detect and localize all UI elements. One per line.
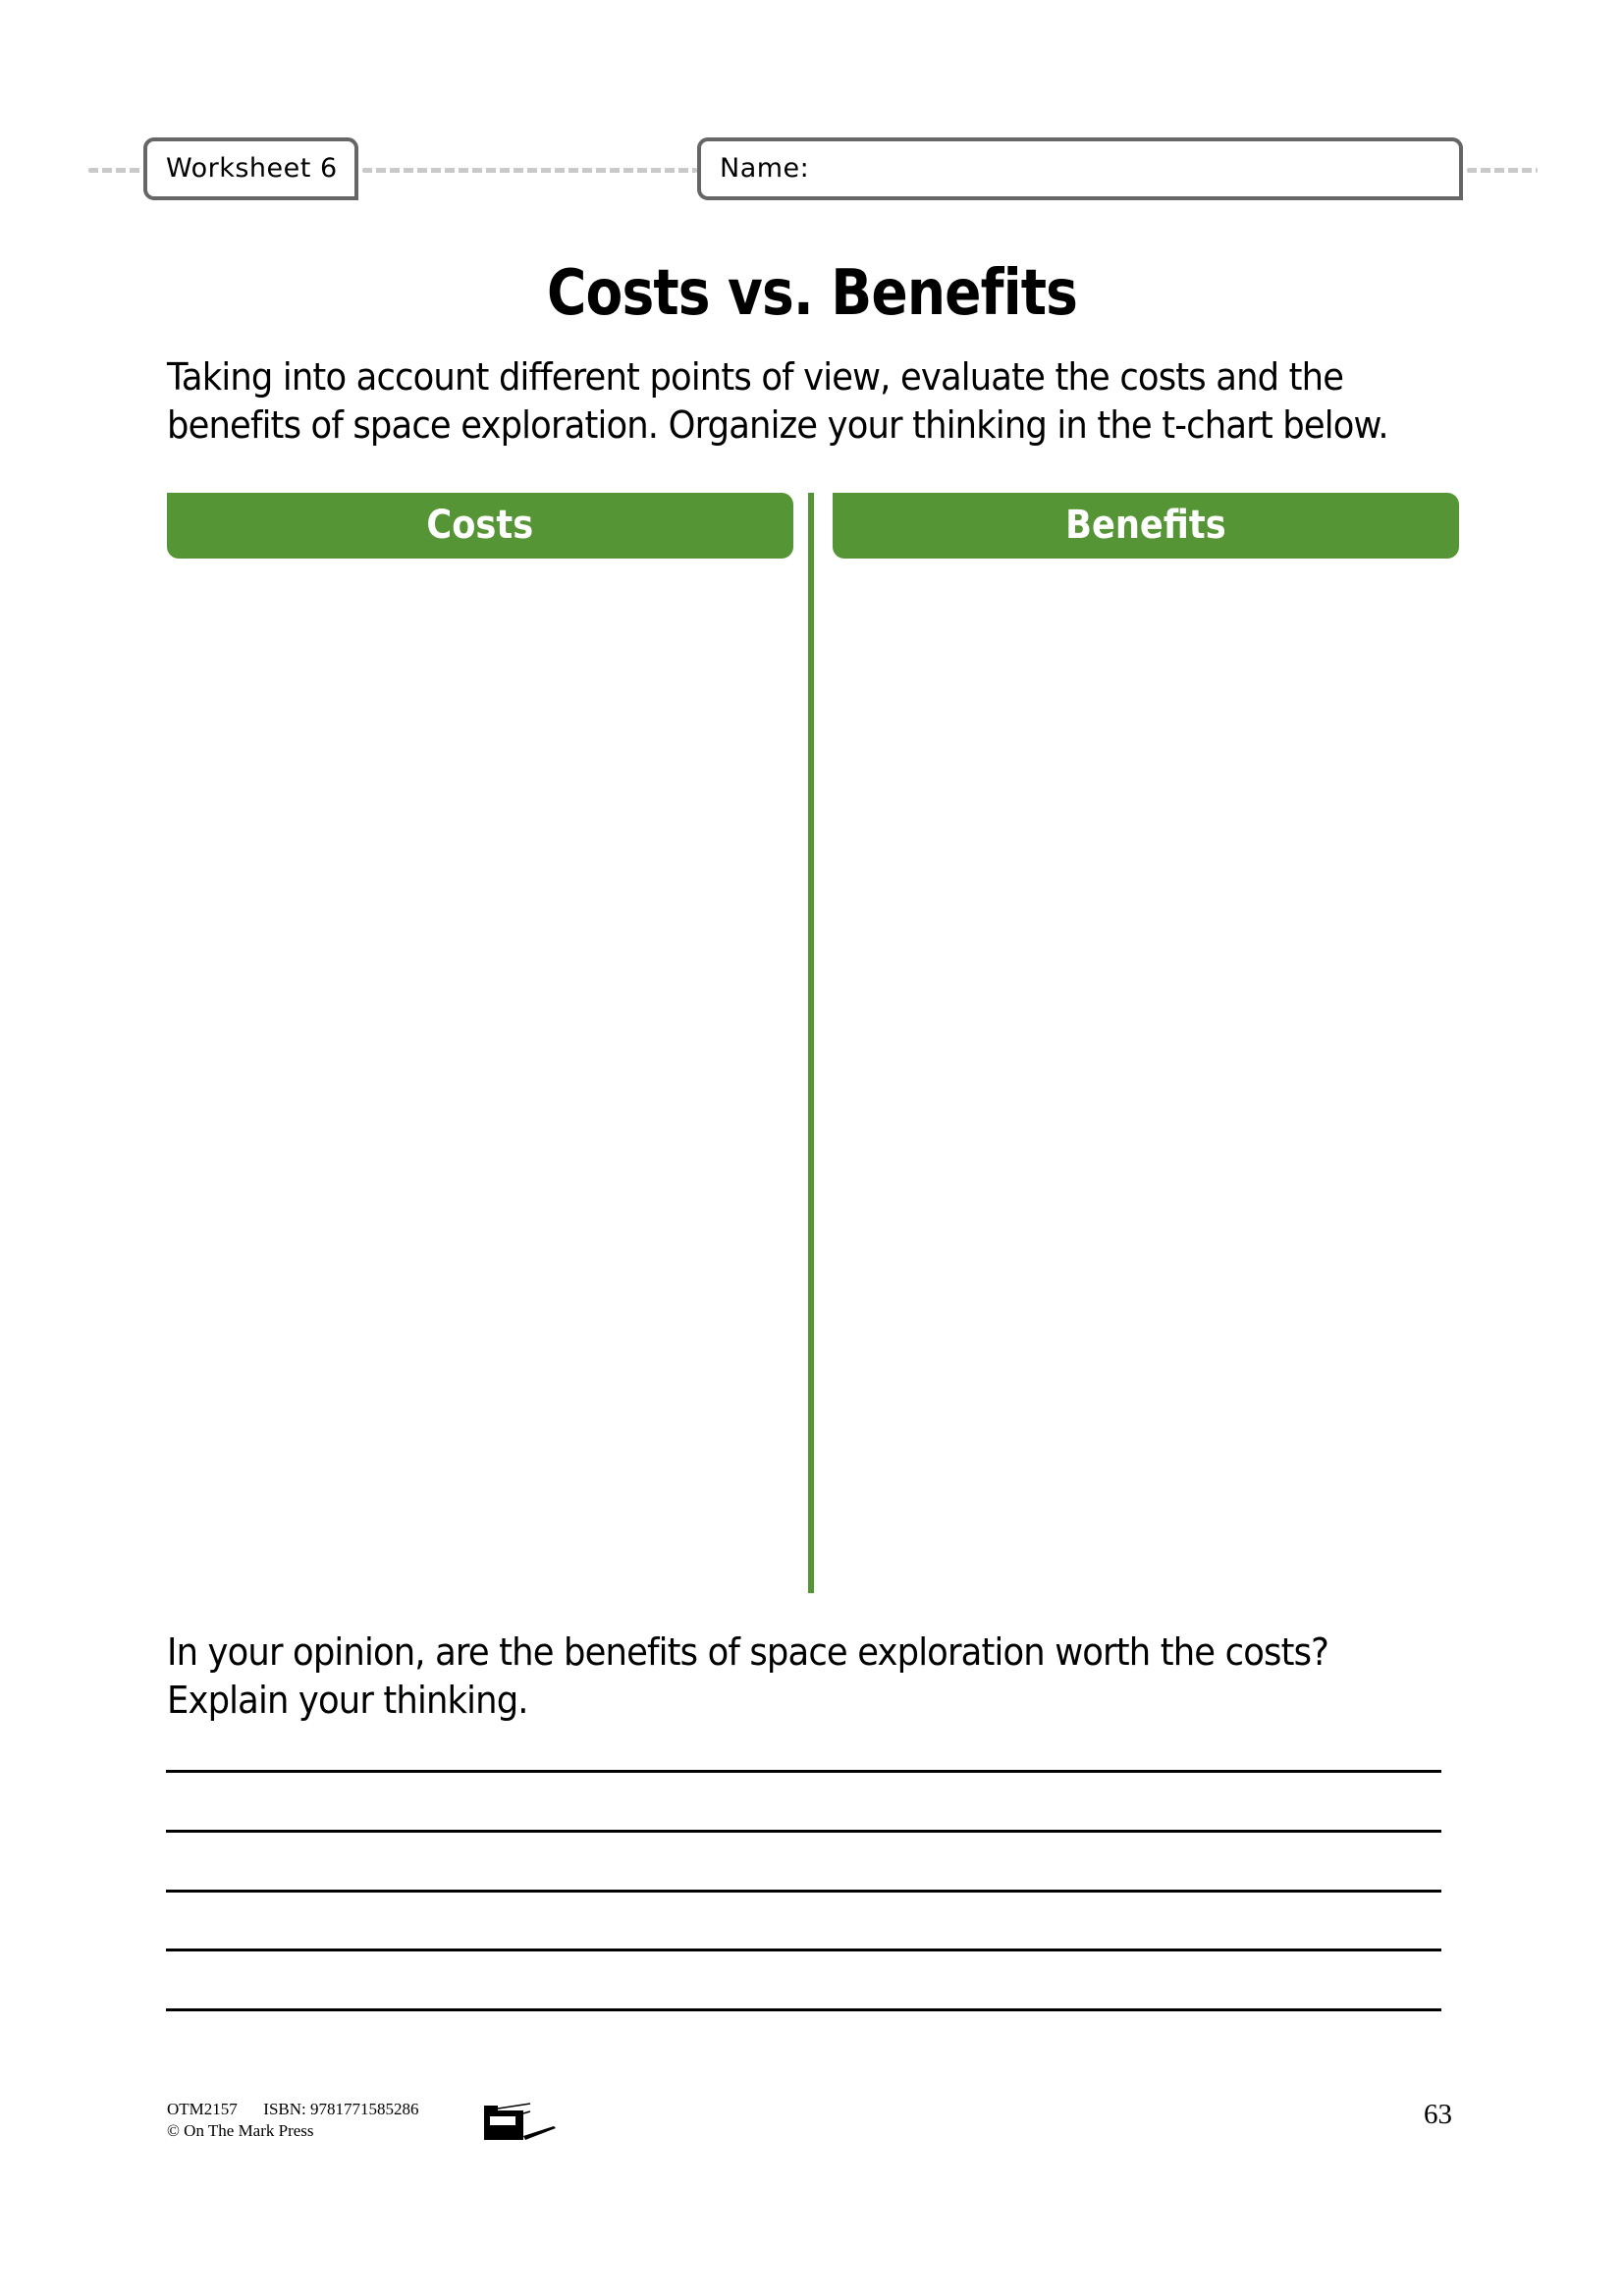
product-code: OTM2157 xyxy=(167,2100,238,2118)
header-dash-middle xyxy=(362,168,697,173)
question-line-1: In your opinion, are the benefits of space exploration worth the costs? xyxy=(167,1630,1329,1674)
name-label: Name: xyxy=(720,153,810,184)
instructions-line-2: benefits of space exploration. Organize your thinking in the t-chart below. xyxy=(167,403,1388,447)
photocopier-icon xyxy=(481,2101,560,2142)
instructions-line-1: Taking into account different points of view, evaluate the costs and the xyxy=(167,355,1344,399)
instructions xyxy=(167,353,1480,450)
costs-writing-area[interactable] xyxy=(167,559,795,1593)
header-dash-left xyxy=(88,168,143,173)
answer-line-5[interactable] xyxy=(166,2008,1441,2011)
reflection-question xyxy=(167,1629,1416,1725)
costs-column-header xyxy=(167,493,793,559)
isbn: ISBN: 9781771585286 xyxy=(263,2100,419,2118)
page-title xyxy=(0,257,1624,330)
header-dash-right xyxy=(1467,168,1538,173)
costs-header-label: Costs xyxy=(426,503,534,548)
answer-line-2[interactable] xyxy=(166,1830,1441,1833)
page-title-text: Costs vs. Benefits xyxy=(546,257,1078,330)
benefits-column-header xyxy=(833,493,1459,559)
benefits-writing-area[interactable] xyxy=(833,559,1459,1593)
question-line-2: Explain your thinking. xyxy=(167,1679,528,1722)
worksheet-label-box xyxy=(143,137,358,200)
answer-line-1[interactable] xyxy=(166,1770,1441,1773)
tchart-divider xyxy=(808,493,814,1593)
worksheet-label: Worksheet 6 xyxy=(166,153,338,184)
page-number: 63 xyxy=(1424,2099,1452,2130)
answer-line-4[interactable] xyxy=(166,1949,1441,1951)
answer-line-3[interactable] xyxy=(166,1890,1441,1893)
footer-publication-info xyxy=(167,2099,419,2120)
footer-copyright: © On The Mark Press xyxy=(167,2121,314,2140)
benefits-header-label: Benefits xyxy=(1065,503,1226,548)
name-field[interactable] xyxy=(697,137,1463,200)
